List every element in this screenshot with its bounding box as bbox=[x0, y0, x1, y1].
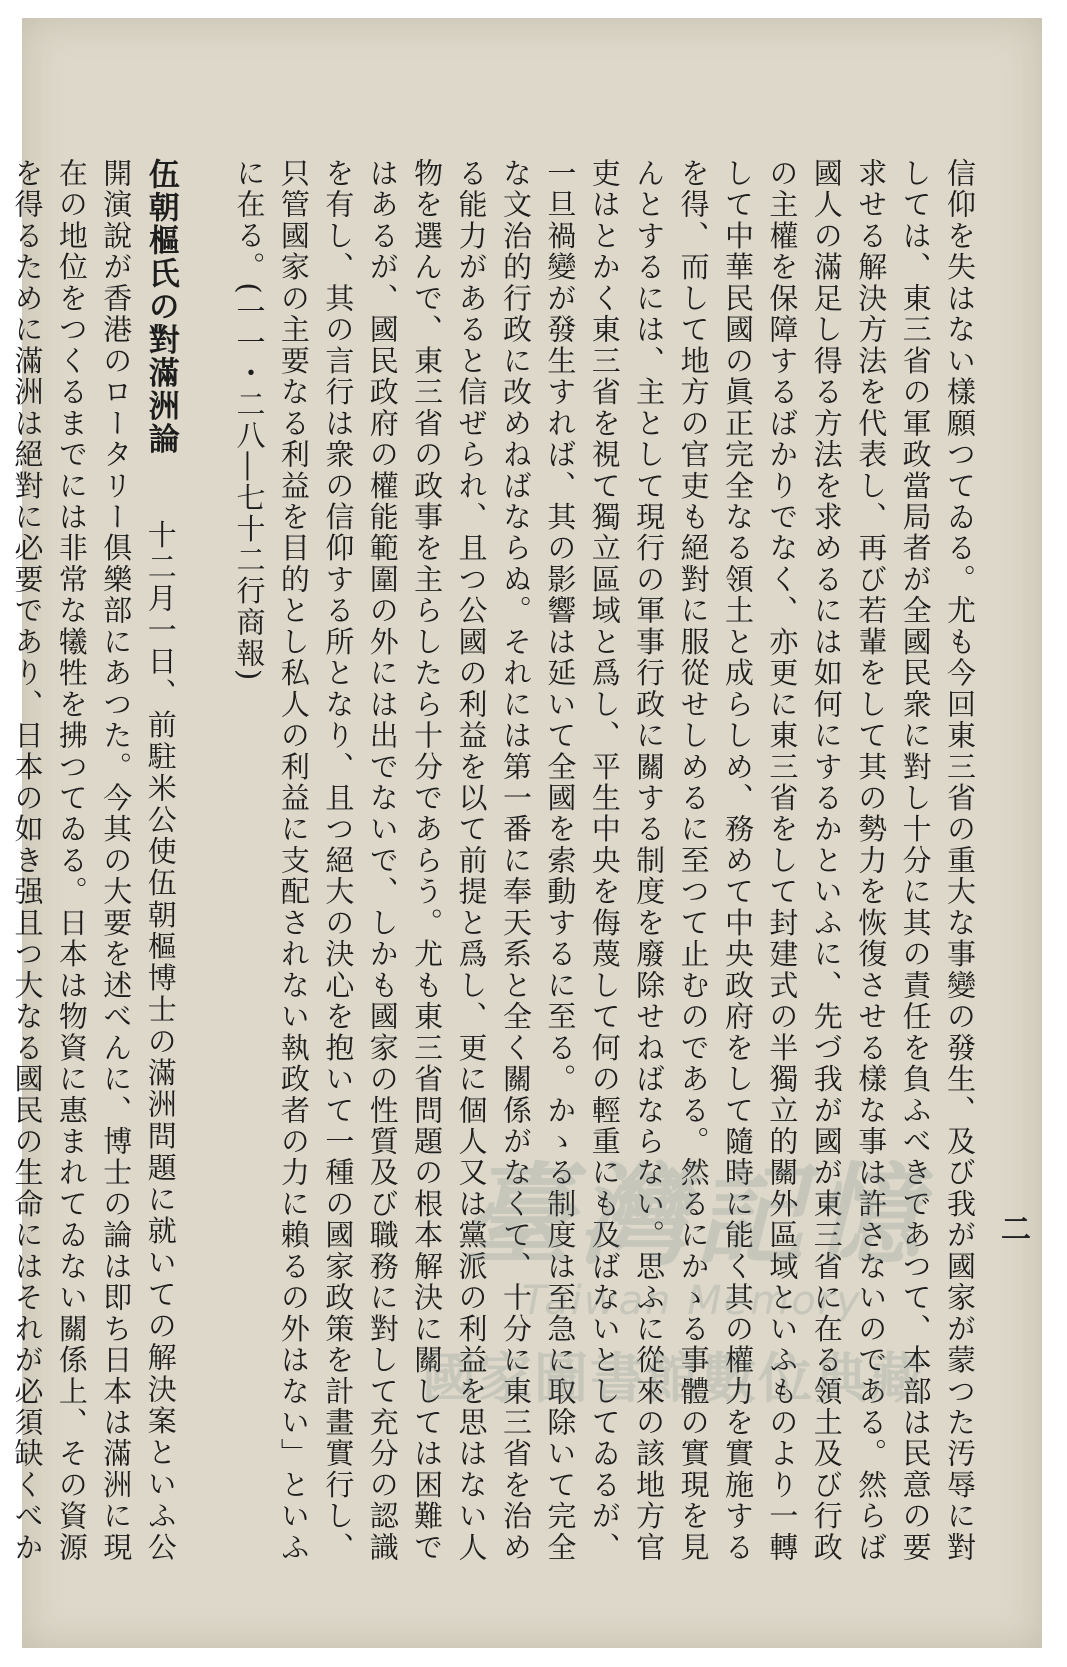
section-gap bbox=[205, 158, 206, 182]
section-title: 伍朝樞氏の對滿洲論 bbox=[142, 158, 179, 456]
watermark-main: 臺灣記憶 bbox=[462, 1151, 926, 1280]
section-block bbox=[0, 158, 183, 1563]
paragraph-1: 信仰を失はない樣願つてゐる。尤も今回東三省の重大な事變の發生、及び我が國家が蒙つた汚辱に對しては、東三省の軍政當局者が全國民衆に對し十分に其の責任を負ふべきであつて、本部は民意の要求せる解決方法を代表し、再び若輩をして其の勢力を恢復させる樣な事は許さないのである。然らば國人の滿足し得る方法を求めるには如何にするかといふに、先づ我が國が東三省に在る領土及び行政の主權を保障するばかりでなく、亦更に東三省をして封建式の半獨立的關外區域といふものより一轉して中華民國の眞正完全なる領土と成らしめ、務めて中央政府をして隨時に能く其の權力を實施するを得、而して地方の官吏も絕對に服從せしめるに至つて止むのである。然るにかゝる事體の實現を見んとするには、主として現行の軍事行政に關する制度を廢除せねばならない。思ふに從來の該地方官吏はとかく東三省を視て獨立區域と爲し、平生中央を侮蔑して何の輕重にも及ばないとしてゐるが、一旦禍變が發生すれば、其の影響は延いて全國を索動するに至る。かゝる制度は至急に取除いて完全な文治的行政に改めねばならぬ。それには第一番に奉天系と全く關係がなくて、十分に東三省を治める能力があると信ぜられ、且つ公國の利益を以て前提と爲し、更に個人又は黨派の利益を思はない人物を選んで、東三省の政事を主らしたら十分であらう。尤も東三省問題の根本解決に關しては困難ではあるが、國民政府の權能範圍の外には出でないで、しかも國家の性質及び職務に對して充分の認識を有し、其の言行は衆の信仰する所となり、且つ絕大の決心を抱いて一種の國家政策を計畫實行し、只管國家の主要なる利益を目的とし私人の利益に支配されない執政者の力に賴るの外はない」といふに在る。(一一・二八―七十二行商報) bbox=[232, 158, 977, 1563]
section-paragraph-1: 十二月一日、前駐米公使伍朝樞博士の滿洲問題に就いての解決案といふ公開演說が香港のロータリー俱樂部にあつた。今其の大要を述べんに、博士の論は即ち日本は滿洲に現在の地位をつくるまでには非常な犧牲を拂つてゐる。日本は物資に惠まれてゐない關係上、その資源を得るために滿洲は絕對に必要であり、日本の如き强且つ大なる國民の生命にはそれが必須缺くべか bbox=[10, 158, 178, 1563]
body-text bbox=[10, 158, 982, 1563]
document-page bbox=[10, 18, 1042, 1648]
section-spacer bbox=[144, 456, 178, 520]
watermark-english: Taiwan Memory bbox=[522, 1278, 862, 1324]
watermark-sub: 國家圖書館數位典藏 bbox=[422, 1346, 926, 1410]
page-number: 二 bbox=[995, 1213, 1030, 1243]
